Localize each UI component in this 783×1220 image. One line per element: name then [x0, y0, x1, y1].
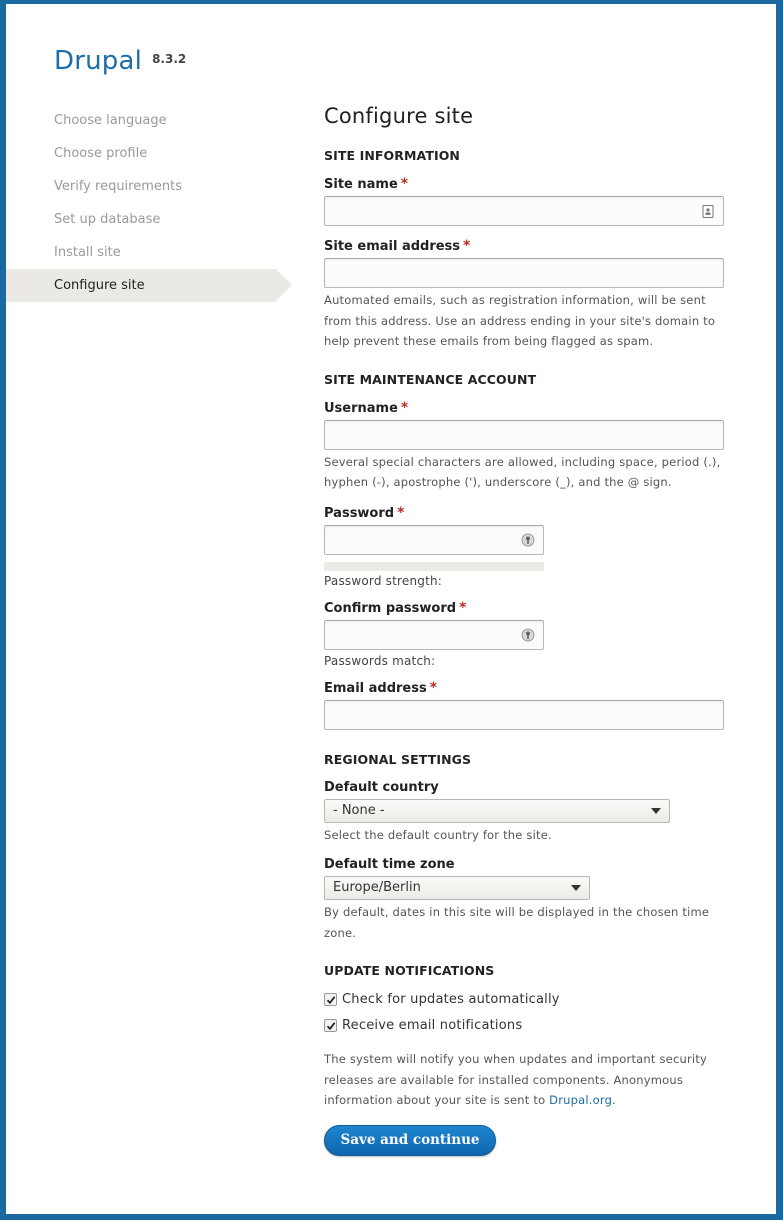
- site-email-field: [324, 238, 724, 352]
- password-field: [324, 505, 724, 588]
- required-marker: *: [463, 238, 471, 254]
- save-and-continue-button[interactable]: Save and continue: [324, 1125, 496, 1156]
- section-update-notifications: UPDATE NOTIFICATIONS: [324, 963, 495, 978]
- default-country-field: [324, 780, 724, 846]
- default-timezone-select[interactable]: [324, 876, 590, 900]
- account-email-label: Email address *: [324, 679, 438, 696]
- drupal-org-link[interactable]: Drupal.org: [549, 1093, 613, 1107]
- username-input[interactable]: [324, 420, 724, 450]
- site-name-field: [324, 176, 724, 226]
- section-site-information: SITE INFORMATION: [324, 148, 460, 163]
- check-updates-option[interactable]: [324, 992, 724, 1007]
- site-email-description: Automated emails, such as registration information, will be sent from this address. Use an address ending in your site's domain to help prevent these emails from being flagged as spam.: [324, 293, 716, 348]
- brand: [54, 46, 186, 76]
- required-marker: *: [400, 176, 409, 192]
- required-marker: *: [429, 679, 438, 696]
- password-label: Password *: [324, 504, 405, 521]
- default-country-label: Default country: [324, 779, 439, 795]
- site-email-input[interactable]: [324, 258, 724, 288]
- password-key-icon[interactable]: [521, 533, 535, 547]
- site-email-label: Site email address *: [324, 238, 471, 254]
- username-description: Several special characters are allowed, including space, period (.), hyphen (-), apostrophe ('), underscore (_), and the @ sign.: [324, 454, 721, 489]
- passwords-match-label: Passwords match:: [324, 653, 436, 668]
- default-country-select[interactable]: [324, 799, 670, 823]
- email-notifications-option[interactable]: [324, 1018, 724, 1033]
- section-regional-settings: REGIONAL SETTINGS: [324, 751, 472, 767]
- email-notifications-checkbox[interactable]: [324, 1019, 337, 1032]
- password-key-icon[interactable]: [521, 628, 535, 642]
- step-configure-site: Configure site: [6, 269, 276, 302]
- default-country-value: - None -: [333, 802, 385, 818]
- step-verify-requirements: Verify requirements: [54, 179, 183, 194]
- step-set-up-database: Set up database: [54, 212, 161, 227]
- confirm-password-field: [324, 600, 724, 668]
- default-country-description: Select the default country for the site.: [324, 827, 552, 842]
- default-timezone-label: Default time zone: [324, 857, 455, 872]
- configure-site-form: [324, 104, 724, 1156]
- confirm-password-label: Confirm password *: [324, 599, 467, 616]
- password-strength-bar: [324, 562, 544, 571]
- required-marker: *: [397, 504, 405, 521]
- username-label: Username *: [324, 399, 409, 416]
- install-steps-list: [6, 104, 296, 302]
- required-marker: *: [459, 599, 467, 616]
- confirm-password-input[interactable]: [324, 620, 544, 650]
- check-updates-label: Check for updates automatically: [342, 992, 560, 1007]
- password-input[interactable]: [324, 525, 544, 555]
- default-timezone-field: [324, 857, 724, 943]
- password-strength-label: Password strength:: [324, 573, 443, 588]
- step-choose-language: Choose language: [54, 113, 167, 128]
- section-maintenance-account: SITE MAINTENANCE ACCOUNT: [324, 371, 537, 387]
- version-label: 8.3.2: [152, 52, 187, 66]
- account-email-field: [324, 680, 724, 730]
- step-install-site: Install site: [54, 245, 121, 260]
- site-logo-text: Drupal: [54, 46, 143, 76]
- account-email-input[interactable]: [324, 700, 724, 730]
- default-timezone-value: Europe/Berlin: [333, 880, 421, 895]
- step-choose-profile: Choose profile: [54, 146, 148, 161]
- email-notifications-label: Receive email notifications: [342, 1018, 523, 1033]
- site-name-input[interactable]: [324, 196, 724, 226]
- installer-window: [6, 4, 776, 1214]
- update-notifications-description: The system will notify you when updates and important security releases are available for installed components. Anonymous information about your site is sent to Drupal.org.: [324, 1052, 707, 1107]
- check-updates-checkbox[interactable]: [324, 993, 337, 1006]
- default-timezone-description: By default, dates in this site will be displayed in the chosen time zone.: [324, 905, 710, 940]
- username-field: [324, 400, 724, 493]
- page-title: Configure site: [324, 104, 474, 128]
- chevron-down-icon: [571, 885, 581, 891]
- autofill-contact-icon[interactable]: [701, 204, 715, 218]
- required-marker: *: [400, 399, 409, 416]
- site-name-label: Site name *: [324, 176, 409, 192]
- chevron-down-icon: [651, 808, 661, 814]
